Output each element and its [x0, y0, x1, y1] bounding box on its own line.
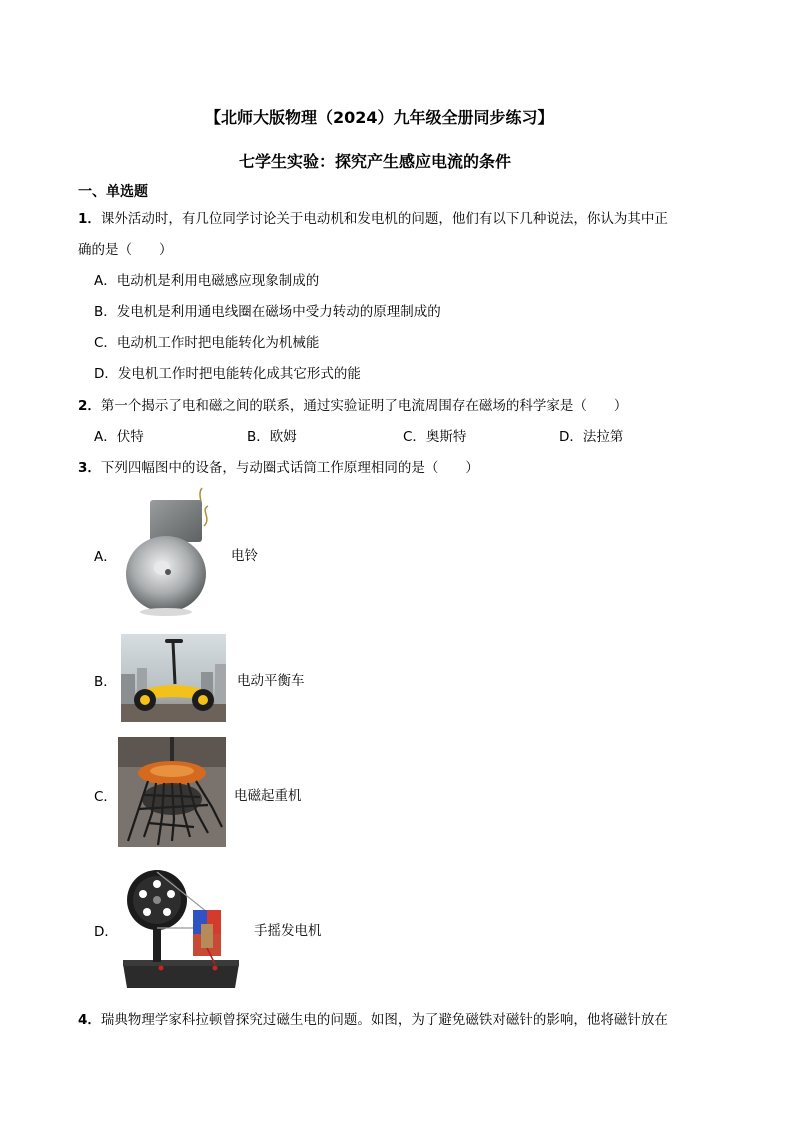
- question-3-option-a-letter: A．: [94, 549, 117, 565]
- question-1-option-c: C．电动机工作时把电能转化为机械能: [94, 335, 320, 351]
- question-4-number: 4．: [78, 1012, 101, 1028]
- question-2-option-d: D．法拉第: [559, 429, 624, 445]
- question-3-option-c-letter: C．: [94, 789, 117, 805]
- question-2-number: 2．: [78, 398, 101, 414]
- question-1-stem: [78, 207, 668, 227]
- question-3-option-b-caption: 电动平衡车: [237, 673, 305, 689]
- question-2-option-a: A．伏特: [94, 429, 144, 445]
- document-title: 【北师大版物理（2024）九年级全册同步练习】: [205, 108, 554, 127]
- electromagnetic-crane-image: [118, 737, 226, 847]
- question-1-stem-line2: 确的是（ ）: [78, 242, 173, 258]
- question-2-text: 第一个揭示了电和磁之间的联系，通过实验证明了电流周围存在磁场的科学家是（ ）: [100, 398, 628, 414]
- question-3-option-c-caption: 电磁起重机: [234, 788, 302, 804]
- section-heading: 一、单选题: [78, 184, 148, 200]
- question-3-number: 3．: [78, 460, 101, 476]
- question-1-option-d: D．发电机工作时把电能转化成其它形式的能: [94, 366, 361, 382]
- question-2-option-b: B．欧姆: [247, 429, 297, 445]
- question-1-option-a: A．电动机是利用电磁感应现象制成的: [94, 273, 320, 289]
- question-1-option-b: B．发电机是利用通电线圈在磁场中受力转动的原理制成的: [94, 304, 441, 320]
- hand-generator-image: [121, 864, 242, 990]
- question-2-option-c: C．奥斯特: [403, 429, 467, 445]
- question-1-text: 课外活动时，有几位同学讨论关于电动机和发电机的问题，他们有以下几种说法，你认为其中正: [100, 211, 668, 227]
- question-4-stem: [78, 1008, 668, 1028]
- question-3-option-d-letter: D．: [94, 924, 118, 940]
- question-2-stem: [78, 394, 627, 414]
- balance-scooter-image: [121, 634, 226, 722]
- question-3-text: 下列四幅图中的设备，与动圈式话筒工作原理相同的是（ ）: [100, 460, 479, 476]
- question-1-number: 1．: [78, 211, 101, 227]
- question-3-option-b-letter: B．: [94, 674, 117, 690]
- question-3-option-a-caption: 电铃: [231, 548, 258, 564]
- question-3-option-d-caption: 手摇发电机: [254, 923, 322, 939]
- electric-bell-image: [118, 486, 218, 620]
- question-4-text: 瑞典物理学家科拉顿曾探究过磁生电的问题。如图，为了避免磁铁对磁针的影响，他将磁针放在: [100, 1012, 668, 1028]
- document-subtitle: 七学生实验：探究产生感应电流的条件: [239, 152, 512, 171]
- question-3-stem: [78, 456, 479, 476]
